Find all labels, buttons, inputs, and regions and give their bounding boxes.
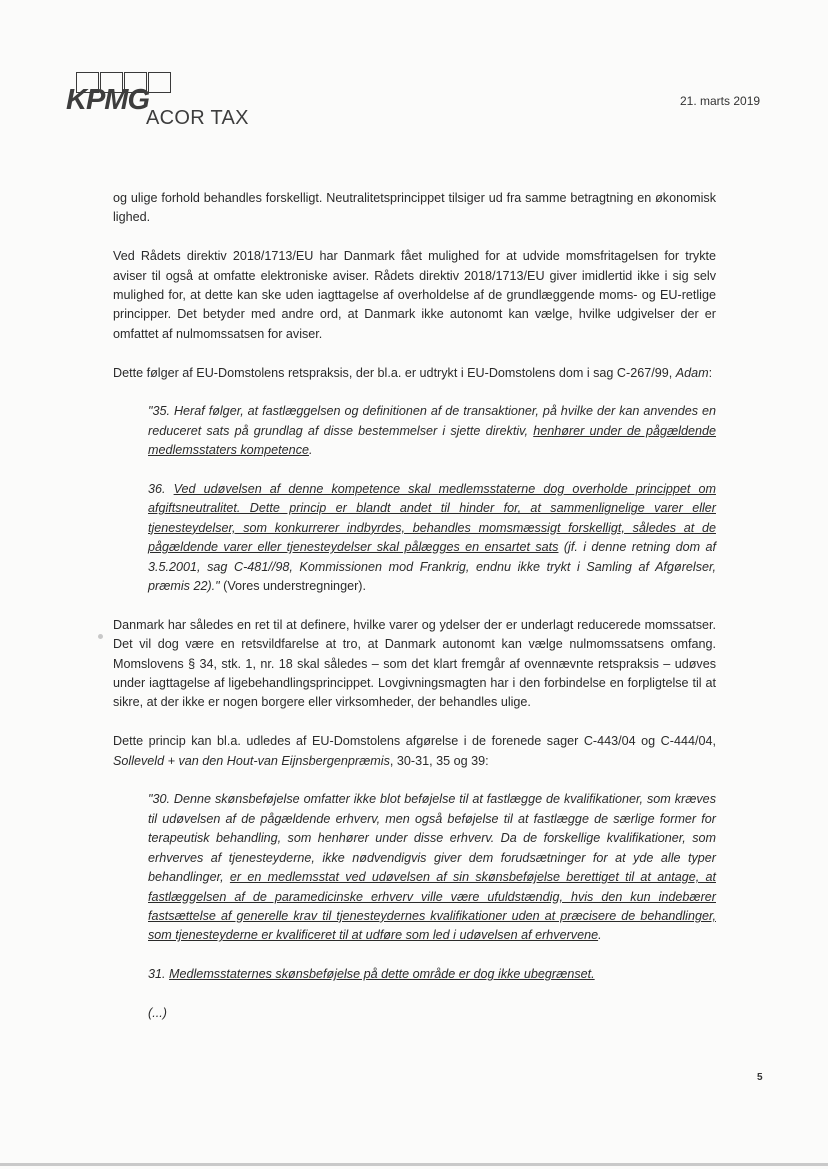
scan-bottom-edge [0, 1163, 828, 1166]
document-body [113, 189, 716, 1043]
logo-acor-tax-text: ACOR TAX [146, 107, 249, 129]
paragraph-1: og ulige forhold behandles forskelligt. Neutralitetsprincippet tilsiger ud fra samme betragtning en økonomisk lighed. [113, 191, 716, 225]
quote-35: "35. Heraf følger, at fastlæggelsen og definitionen af de transaktioner, på hvilke der kan anvendes en reduceret sats på grundlag af disse bestemmelser i sjette direktiv, henhører under de pågældende medlemsstaters kompetence. [148, 404, 717, 458]
kpmg-acor-tax-logo [66, 72, 276, 132]
quote-36: 36. Ved udøvelsen af denne kompetence skal medlemsstaterne dog overholde princippet om afgiftsneutralitet. Dette princip er blandt andet til hinder for, at sammenlignelige varer eller tjenesteydelser, som konkurrerer indbyrdes, behandles momsmæssigt forskelligt, således at de pågældende varer eller tjenesteydelser skal pålægges en ensartet sats (jf. i denne retning dom af 3.5.2001, sag C-481//98, Kommissionen mod Frankrig, endnu ikke trykt i Samling af Afgørelser, præmis 22)." (Vores understregninger). [148, 482, 716, 594]
scan-mark [98, 634, 103, 639]
quote-ellipsis: (...) [148, 1005, 167, 1020]
paragraph-4: Danmark har således en ret til at definere, hvilke varer og ydelser der er underlagt reducerede momssatser. Det vil dog være en retsvildfarelse at tro, at Danmark autonomt kan vælge nulmomssatsens omfang. Momslovens § 34, stk. 1, nr. 18 skal således – som det klart fremgår af ovennævnte retspraksis – udøves under iagttagelse af ligebehandlingsprincippet. Lovgivningsmagten har i den forbindelse en forpligtelse til at sikre, at der ikke er nogen borgere eller virksomheder, der behandles ulige. [113, 617, 716, 710]
page-number: 5 [757, 1072, 763, 1083]
paragraph-3: Dette følger af EU-Domstolens retspraksis, der bl.a. er udtrykt i EU-Domstolens dom i sag C-267/99, Adam: [113, 365, 713, 380]
logo-kpmg-text: KPMG [66, 84, 149, 116]
quote-31: 31. Medlemsstaternes skønsbeføjelse på dette område er dog ikke ubegrænset. [148, 967, 595, 982]
paragraph-2: Ved Rådets direktiv 2018/1713/EU har Danmark fået mulighed for at udvide momsfritagelsen for trykte aviser til også at omfatte elektroniske aviser. Rådets direktiv 2018/1713/EU giver imidlertid ikke i sig selv mulighed for, at dette kan ske uden iagttagelse af overholdelse af de grundlæggende moms- og EU-retlige principper. Det betyder med andre ord, at Danmark ikke autonomt kan vælge, hvilke udgivelser der er omfattet af nulmomssatsen for aviser. [113, 249, 716, 341]
document-date: 21. marts 2019 [680, 94, 761, 108]
quote-30: "30. Denne skønsbeføjelse omfatter ikke blot beføjelse til at fastlægge de kvalifikationer, som kræves til udøvelsen af de pågældende erhverv, men også beføjelse til at fastlægge de særlige former for terapeutisk behandling, som henhører under disse erhverv. Da de forskellige kvalifikationer, som erhverves af tjenesteyderne, ikke nødvendigvis giver dem forudsætninger for at yde alle typer behandlinger, er en medlemsstat ved udøvelsen af sin skønsbeføjelse berettiget til at antage, at fastlæggelsen af de paramedicinske erhverv ville være ufuldstændig, hvis den kun indebærer fastsættelse af generelle krav til tjenesteydernes kvalifikationer uden at præcisere de behandlinger, som tjenesteyderne er kvalificeret til at udføre som led i udøvelsen af erhvervene. [148, 792, 716, 943]
paragraph-5: Dette princip kan bl.a. udledes af EU-Domstolens afgørelse i de forenede sager C-443/04 og C-444/04, Solleveld + van den Hout-van Eijnsbergenpræmis, 30-31, 35 og 39: [113, 734, 716, 768]
